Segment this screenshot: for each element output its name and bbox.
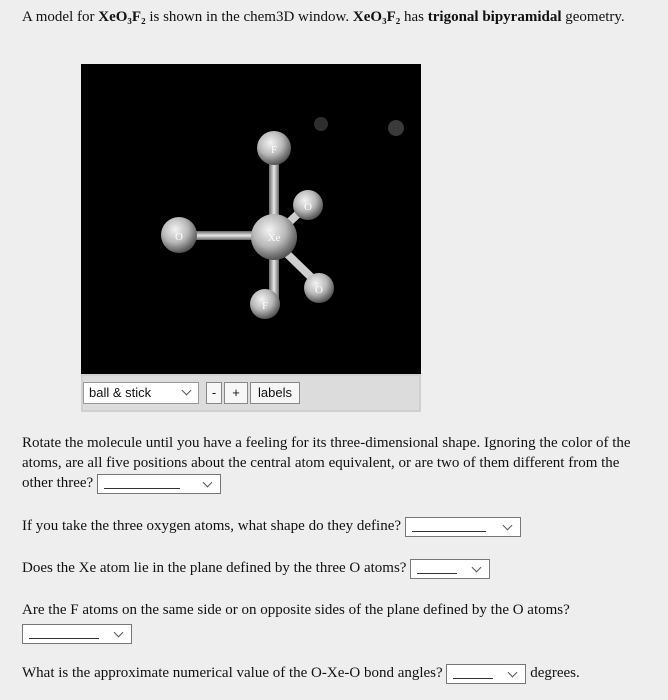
question-5-text: What is the approximate numerical value of the O-Xe-O bond angles? [22, 665, 443, 681]
chevron-down-icon [502, 520, 512, 530]
label-o-bottom: O [315, 284, 323, 296]
question-4-text: Are the F atoms on the same side or on opposite sides of the plane defined by the O atoms? [22, 602, 570, 618]
question-5-suffix: degrees. [530, 665, 580, 681]
question-5-dropdown[interactable] [446, 664, 526, 684]
chem3d-viewer[interactable] [81, 64, 421, 376]
chevron-down-icon [114, 628, 124, 638]
label-f-top: F [270, 144, 278, 156]
label-f-bottom: F [261, 300, 269, 312]
labels-button[interactable]: labels [250, 382, 300, 404]
question-4 [22, 600, 652, 644]
intro-part1: A model for [22, 9, 99, 25]
viewer-toolbar [81, 374, 421, 412]
chevron-down-icon [472, 562, 482, 572]
label-xe: Xe [267, 232, 281, 244]
formula-2: XeO₃F₂ [352, 9, 401, 25]
intro-part3: has [400, 9, 428, 25]
question-3-dropdown[interactable] [410, 559, 490, 579]
ghost-atom [314, 117, 328, 131]
display-mode-select[interactable] [83, 382, 199, 404]
formula-1: XeO₃F₂ [98, 9, 146, 25]
question-1 [22, 433, 652, 494]
display-mode-value: ball & stick [89, 385, 152, 400]
question-1-dropdown[interactable] [97, 474, 221, 494]
label-o-left: O [175, 231, 183, 243]
question-2 [22, 516, 652, 537]
question-3-text: Does the Xe atom lie in the plane defined by the three O atoms? [22, 560, 407, 576]
question-4-dropdown[interactable] [22, 624, 132, 644]
molecule-model [81, 64, 421, 376]
chevron-down-icon [508, 667, 518, 677]
intro-part2: is shown in the chem3D window. [145, 9, 353, 25]
intro-text [22, 6, 662, 28]
intro-part4: geometry. [561, 9, 625, 25]
chevron-down-icon [182, 386, 192, 396]
ghost-atom [388, 120, 404, 136]
question-2-dropdown[interactable] [405, 517, 521, 537]
question-3 [22, 558, 652, 579]
question-2-text: If you take the three oxygen atoms, what shape do they define? [22, 518, 402, 534]
zoom-out-button[interactable]: - [206, 382, 222, 404]
label-o-right: O [304, 201, 312, 213]
geometry-name: trigonal bipyramidal [427, 9, 562, 25]
question-1-text: Rotate the molecule until you have a feeling for its three-dimensional shape. Ignoring the color of the atoms, are all five positions about the central atom equivalent, or are two of them different from the other three? [22, 435, 631, 491]
chevron-down-icon [203, 477, 213, 487]
question-5 [22, 663, 652, 684]
zoom-in-button[interactable]: + [224, 382, 248, 404]
